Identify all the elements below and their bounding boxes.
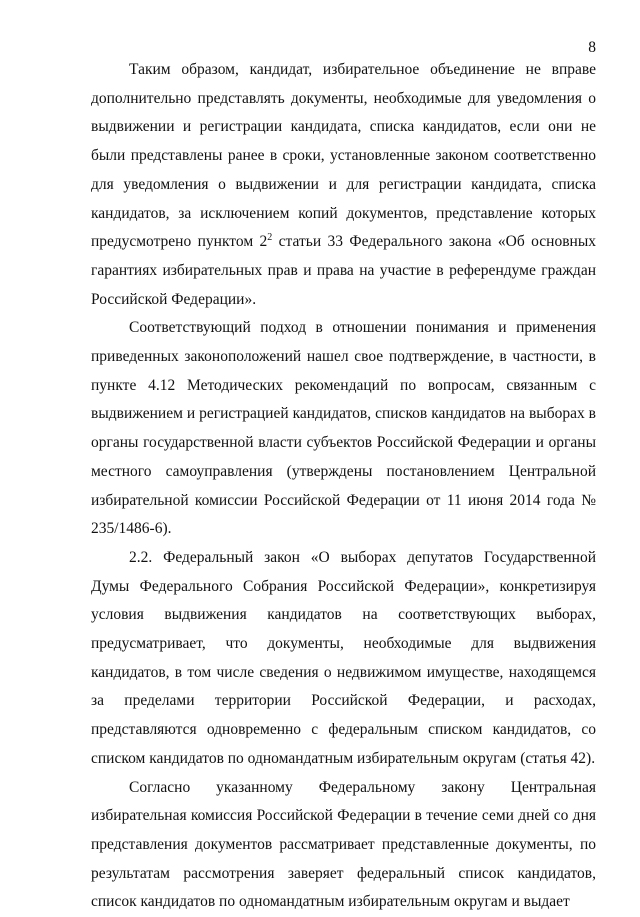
- paragraph-1-text: Таким образом, кандидат, избирательное объединение не вправе дополнительно представлять документы, необходимые для уведомления о выдвижении и регистрации кандидата, списка кандидатов, если они не были представлены ранее в сроки, установленные законом соответственно для уведомления о выдвижении и для регистрации кандидата, списка кандидатов, за исключением копий документов, представление которых предусмотрено пунктом 2: [91, 61, 596, 251]
- paragraph-3: 2.2. Федеральный закон «О выборах депутатов Государственной Думы Федерального Собрания Российской Федерации», конкретизируя условия выдвижения кандидатов на соответствующих выборах, предусматривает, что документы, необходимые для выдвижения кандидатов, в том числе сведения о недвижимом имуществе, находящемся за пределами территории Российской Федерации, и расходах, представляются одновременно с федеральным списком кандидатов, со списком кандидатов по одномандатным избирательным округам (статья 42).: [91, 548, 596, 767]
- paragraph-1: [91, 56, 596, 314]
- paragraph-1-text-continued: статьи 33 Федерального закона «Об основных гарантиях избирательных прав и права на участие в референдуме граждан Российской Федерации».: [91, 233, 596, 308]
- paragraph-2: Соответствующий подход в отношении понимания и применения приведенных законоположений нашел свое подтверждение, в частности, в пункте 4.12 Методических рекомендаций по вопросам, связанным с выдвижением и регистрацией кандидатов, списков кандидатов на выборах в органы государственной власти субъектов Российской Федерации и органы местного самоуправления (утверждены постановлением Центральной избирательной комиссии Российской Федерации от 11 июня 2014 года № 235/1486-6).: [91, 319, 596, 538]
- document-body: [91, 56, 596, 917]
- page-number: 8: [588, 39, 596, 56]
- paragraph-4: Согласно указанному Федеральному закону Центральная избирательная комиссия Российской Федерации в течение семи дней со дня представления документов рассматривает представленные документы, по результатам рассмотрения заверяет федеральный список кандидатов, список кандидатов по одномандатным избирательным округам и выдает: [91, 778, 596, 911]
- paragraph-1-superscript: 2: [267, 232, 273, 244]
